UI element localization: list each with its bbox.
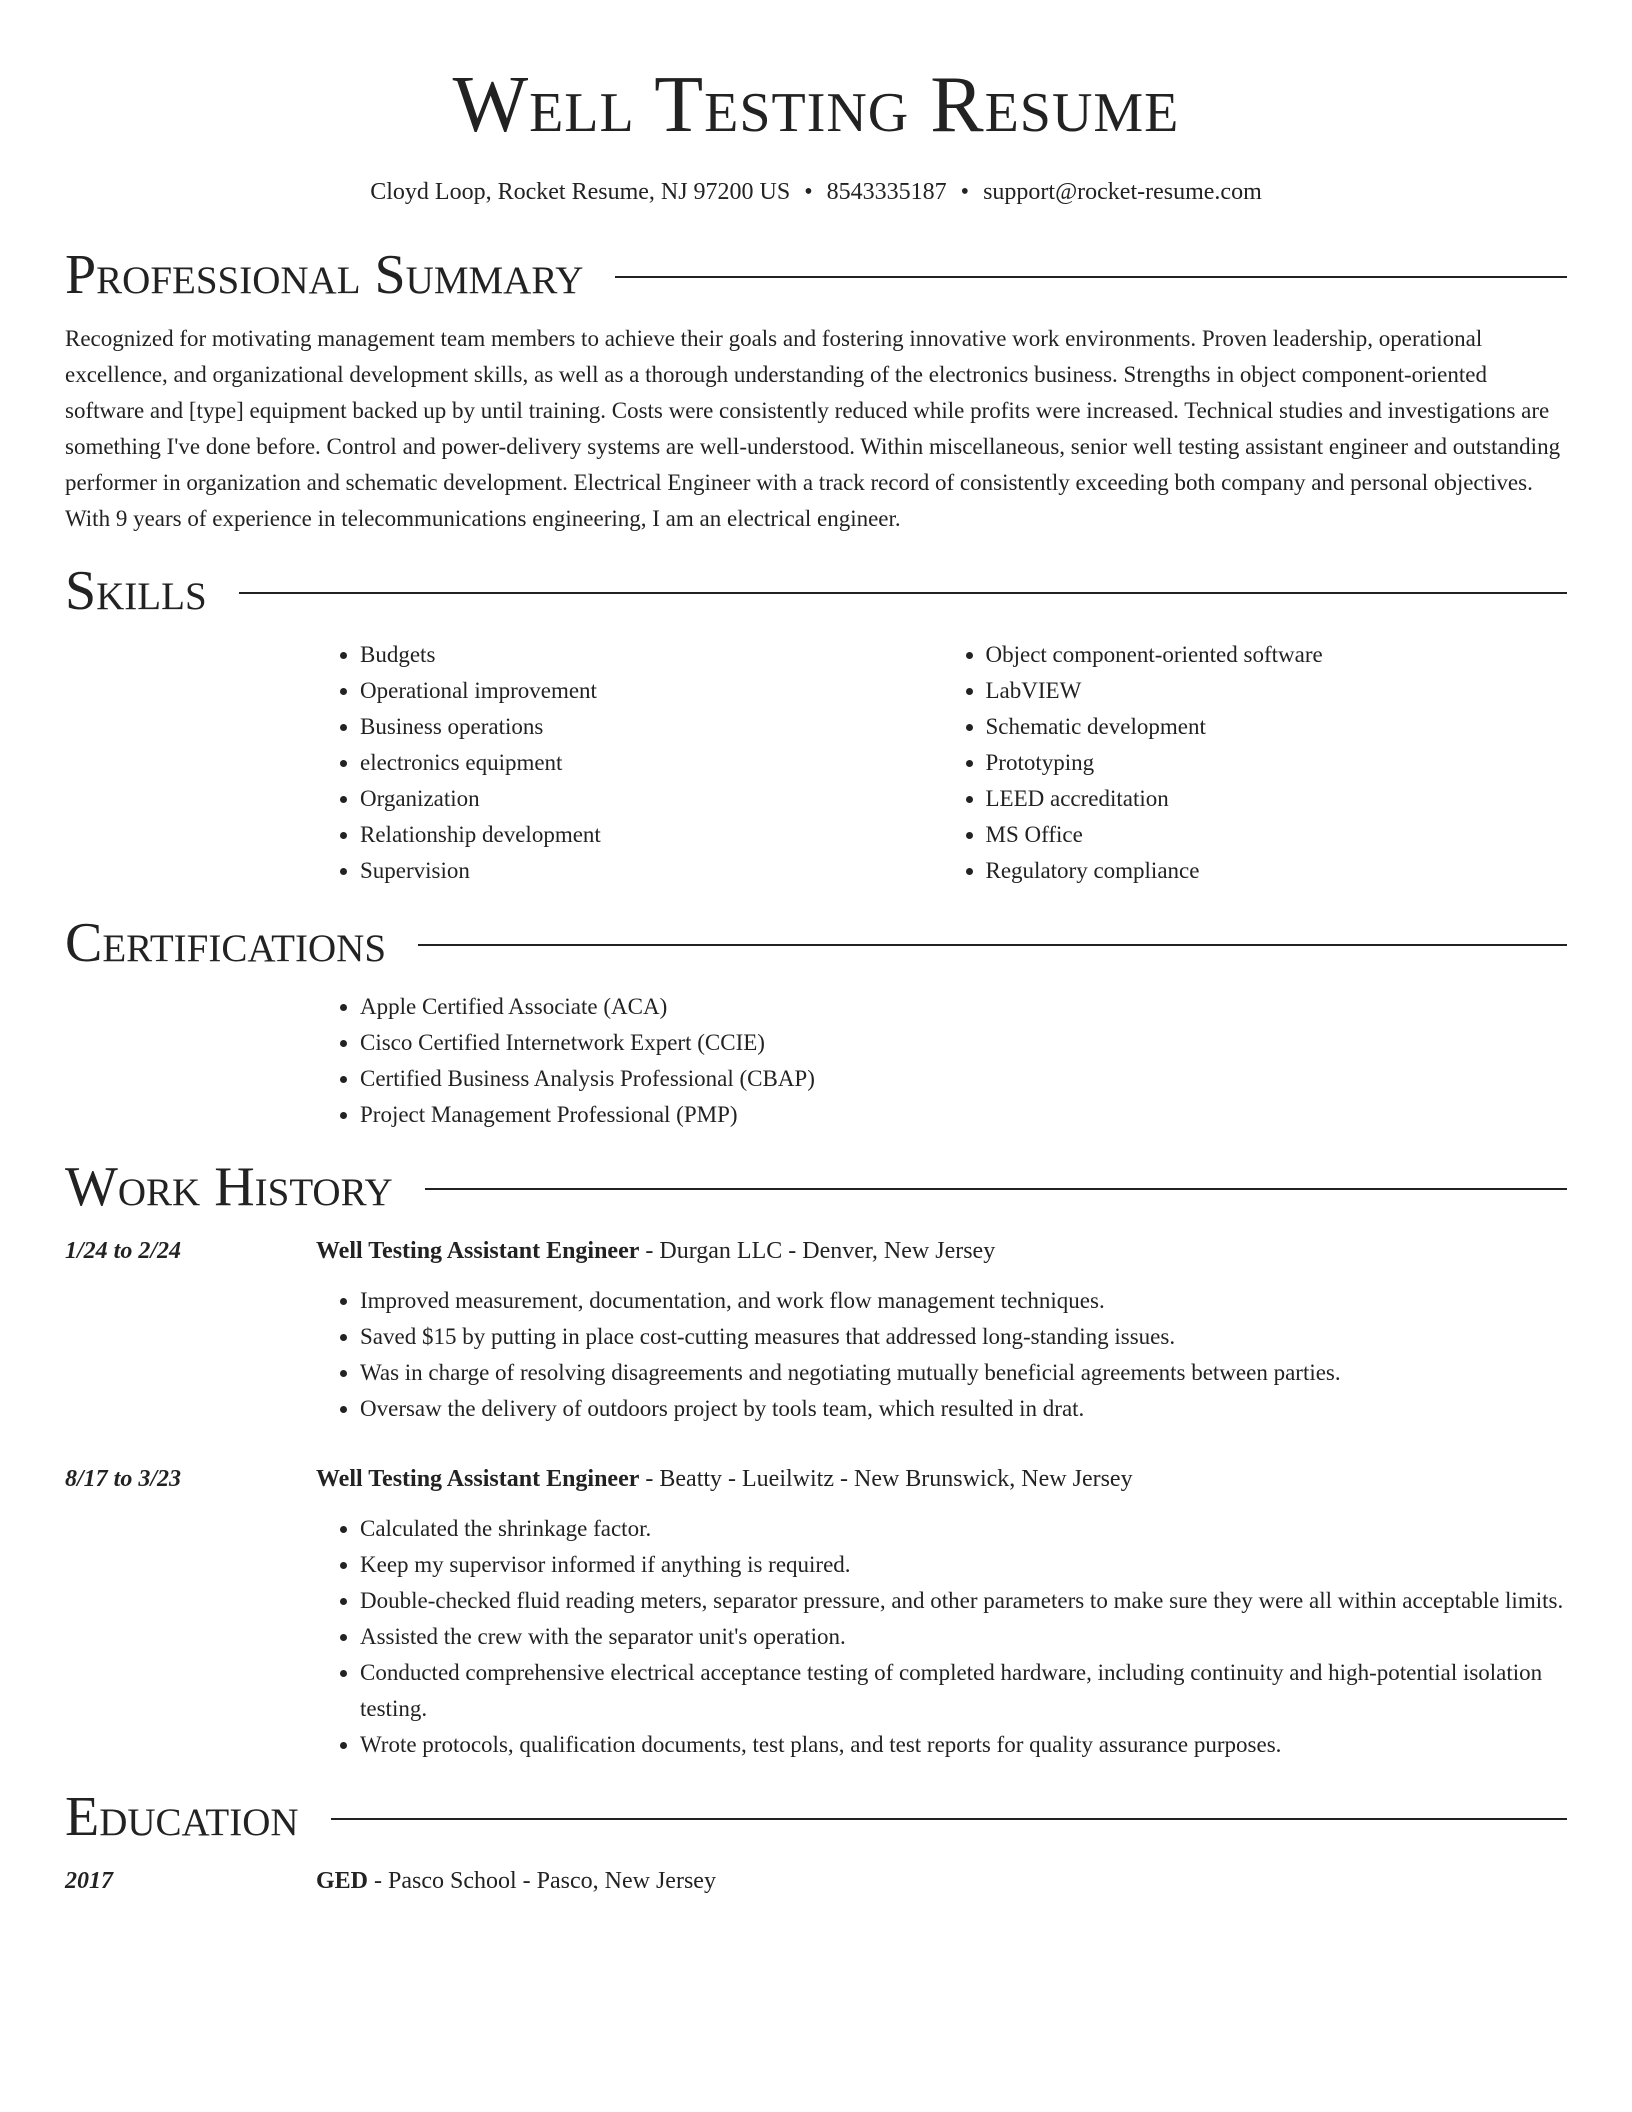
job-role [316,1461,1133,1497]
certification-item: • Certified Business Analysis Professional (CBAP) [360,1061,1567,1097]
certification-item: • Apple Certified Associate (ACA) [360,989,1567,1025]
job-title: Well Testing Assistant Engineer [316,1238,640,1264]
job-header [65,1461,1567,1497]
skills-column-left [316,637,942,889]
skills-heading: Skills [65,560,207,622]
job-bullet: • Calculated the shrinkage factor. [360,1511,1567,1547]
job-bullets [316,1283,1567,1427]
contact-email: support@rocket-resume.com [983,179,1262,205]
summary-heading: Professional Summary [65,244,584,306]
skill-item: • Schematic development [986,709,1568,745]
certifications-section-header [65,911,1567,975]
skill-item: • Regulatory compliance [986,853,1568,889]
job-details: - Beatty - Lueilwitz - New Brunswick, New Jersey [639,1466,1133,1492]
education-details: - Pasco School - Pasco, New Jersey [368,1868,716,1894]
job-bullets [316,1511,1567,1763]
job-bullet: • Saved $15 by putting in place cost-cutting measures that addressed long-standing issues. [360,1319,1567,1355]
job-bullet: • Improved measurement, documentation, and work flow management techniques. [360,1283,1567,1319]
skill-item: • Object component-oriented software [986,637,1568,673]
job-bullet: • Assisted the crew with the separator unit's operation. [360,1619,1567,1655]
section-divider [418,944,1567,946]
job-role [316,1233,995,1269]
job-bullet: • Was in charge of resolving disagreements and negotiating mutually beneficial agreements between parties. [360,1355,1567,1391]
skill-item: • Budgets [360,637,942,673]
job-bullet: • Double-checked fluid reading meters, separator pressure, and other parameters to make sure they were all within acceptable limits. [360,1583,1567,1619]
job-entry [65,1461,1567,1763]
contact-separator: • [960,179,970,205]
certification-item: • Cisco Certified Internetwork Expert (CCIE) [360,1025,1567,1061]
contact-address: Cloyd Loop, Rocket Resume, NJ 97200 US [370,179,791,205]
job-bullet: • Wrote protocols, qualification documents, test plans, and test reports for quality assurance purposes. [360,1727,1567,1763]
skills-column-right [942,637,1568,889]
section-divider [615,276,1567,278]
skill-item: • electronics equipment [360,745,942,781]
skills-list [316,637,1567,889]
section-divider [239,592,1567,594]
work-section-header [65,1155,1567,1219]
summary-section-header [65,243,1567,307]
contact-separator: • [804,179,813,205]
job-dates: 1/24 to 2/24 [65,1238,182,1264]
education-section-header [65,1785,1567,1849]
job-dates: 8/17 to 3/23 [65,1466,182,1492]
skill-item: • Relationship development [360,817,942,853]
contact-line [65,177,1567,207]
certification-item: • Project Management Professional (PMP) [360,1097,1567,1133]
education-role [316,1863,716,1899]
education-degree: GED [316,1868,369,1894]
job-bullet: • Conducted comprehensive electrical acceptance testing of completed hardware, including continuity and high-potential isolation testing. [360,1655,1567,1727]
job-bullet: • Oversaw the delivery of outdoors project by tools team, which resulted in drat. [360,1391,1567,1427]
section-divider [425,1188,1567,1190]
work-heading: Work History [65,1156,393,1218]
job-bullet: • Keep my supervisor informed if anything is required. [360,1547,1567,1583]
certifications-heading: Certifications [65,912,387,974]
education-year: 2017 [65,1868,113,1894]
skill-item: • Operational improvement [360,673,942,709]
job-header [65,1233,1567,1269]
section-divider [331,1818,1567,1820]
job-entry [65,1233,1567,1427]
contact-phone: 8543335187 [826,179,947,205]
summary-text: Recognized for motivating management team members to achieve their goals and fostering innovative work environments. Proven leadership, operational excellence, and organizational development skills, as well as a thorough understanding of the electronics business. Strengths in object component-oriented software and [type] equipment backed up by until training. Costs were consistently reduced while profits were increased. Technical studies and investigations are something I've done before. Control and power-delivery systems are well-understood. Within miscellaneous, senior well testing assistant engineer and outstanding performer in organization and schematic development. Electrical Engineer with a track record of consistently exceeding both company and personal objectives. With 9 years of experience in telecommunications engineering, I am an electrical engineer. [65,326,1561,531]
skill-item: • Prototyping [986,745,1568,781]
skill-item: • Business operations [360,709,942,745]
education-heading: Education [65,1786,299,1848]
skill-item: • Supervision [360,853,942,889]
certifications-list [316,989,1567,1133]
skill-item: • LEED accreditation [986,781,1568,817]
skills-section-header [65,559,1567,623]
job-details: - Durgan LLC - Denver, New Jersey [639,1238,996,1264]
education-entry [65,1863,1567,1899]
resume-title: Well Testing Resume [452,61,1180,149]
skill-item: • Organization [360,781,942,817]
skill-item: • LabVIEW [986,673,1568,709]
job-title: Well Testing Assistant Engineer [316,1466,640,1492]
skill-item: • MS Office [986,817,1568,853]
